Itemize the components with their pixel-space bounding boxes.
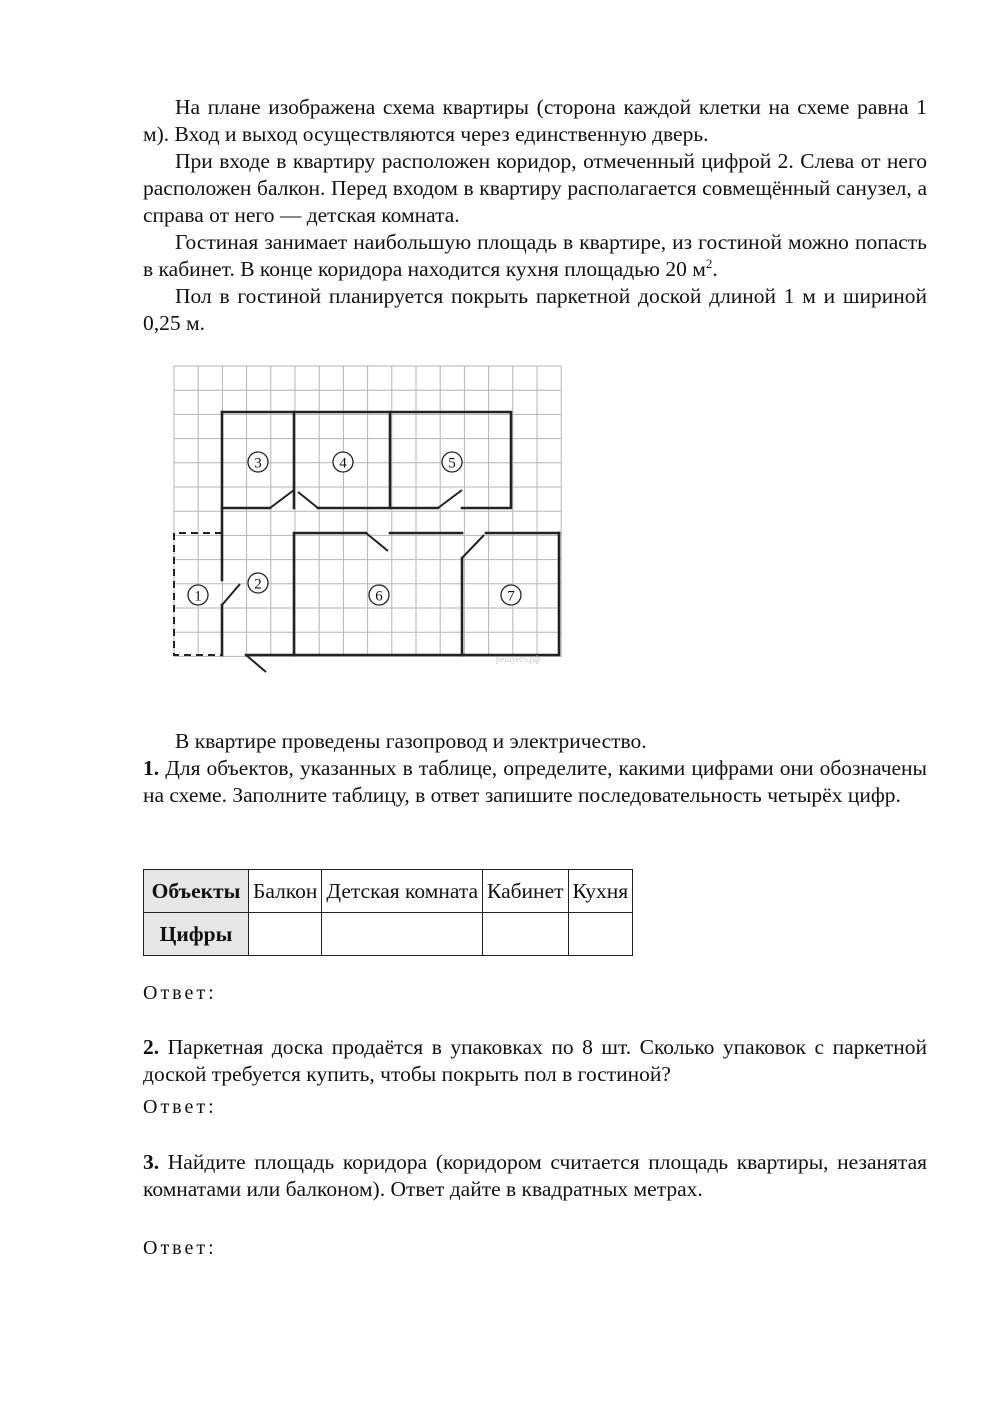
question-3-text: Найдите площадь коридора (коридором считается площадь квартиры, незанятая комнатами или балконом). Ответ дайте в квадратных метрах. — [143, 1150, 927, 1201]
intro-paragraph-2: При входе в квартиру расположен коридор, отмеченный цифрой 2. Слева от него расположен балкон. Перед входом в квартиру располагается совмещённый санузел, а справа от него — детская комната. — [143, 149, 927, 227]
apartment-plan-diagram — [170, 362, 570, 682]
digits-row — [144, 913, 633, 956]
wall-bottom-block — [294, 533, 366, 655]
plan-watermark: решуегэ.рф — [496, 654, 540, 664]
intro-paragraph-3-end: . — [712, 257, 718, 281]
door-3 — [270, 490, 294, 508]
door-4 — [298, 492, 318, 508]
room-labels — [188, 452, 521, 605]
svg-text:3: 3 — [254, 455, 262, 472]
room-label-5 — [442, 452, 462, 472]
column-study: Кабинет — [483, 870, 569, 913]
digits-header-cell: Цифры — [144, 913, 249, 956]
plan-grid — [174, 366, 561, 656]
question-2-text: Паркетная доска продаётся в упаковках по 8 шт. Сколько упаковок с паркетной доской требуется купить, чтобы покрыть пол в гостиной? — [143, 1035, 927, 1086]
question-3-number: 3. — [143, 1150, 160, 1174]
column-balcony: Балкон — [249, 870, 322, 913]
room-label-7 — [501, 585, 521, 605]
door-balcony — [222, 584, 240, 605]
digit-cell-study[interactable] — [483, 913, 569, 956]
question-1 — [143, 755, 927, 809]
svg-text:5: 5 — [448, 455, 456, 472]
door-7 — [462, 535, 484, 558]
room-label-3 — [248, 452, 268, 472]
question-2 — [143, 1034, 927, 1088]
column-kids-room: Детская комната — [322, 870, 483, 913]
room-label-2 — [248, 573, 268, 593]
room-label-6 — [369, 585, 389, 605]
intro-paragraph-4: Пол в гостиной планируется покрыть паркетной доской длиной 1 м и шириной 0,25 м. — [143, 284, 927, 335]
question-2-answer-label: Ответ: — [143, 1096, 217, 1118]
svg-text:4: 4 — [339, 455, 347, 472]
svg-text:7: 7 — [507, 588, 515, 605]
svg-text:1: 1 — [194, 588, 202, 605]
svg-text:6: 6 — [375, 588, 383, 605]
objects-row — [144, 870, 633, 913]
column-kitchen: Кухня — [568, 870, 633, 913]
question-3 — [143, 1149, 927, 1203]
digit-cell-balcony[interactable] — [249, 913, 322, 956]
digit-cell-kitchen[interactable] — [568, 913, 633, 956]
question-1-answer-label: Ответ: — [143, 982, 217, 1004]
question-1-text: Для объектов, указанных в таблице, определите, какими цифрами они обозначены на схеме. Заполните таблицу, в ответ запишите последовательность четырёх цифр. — [143, 756, 927, 807]
door-5 — [438, 490, 462, 508]
plan-walls — [222, 412, 559, 655]
intro-paragraph-1: На плане изображена схема квартиры (сторона каждой клетки на схеме равна 1 м). Вход и выход осуществляются через единственную дверь. — [143, 95, 927, 146]
question-3-answer-label: Ответ: — [143, 1237, 217, 1259]
svg-text:2: 2 — [254, 576, 262, 593]
question-1-number: 1. — [143, 756, 160, 780]
middle-paragraph: В квартире проведены газопровод и электричество. — [175, 729, 647, 753]
intro-paragraph-3-text: Гостиная занимает наибольшую площадь в квартире, из гостиной можно попасть в кабинет. В конце коридора находится кухня площадью 20 м — [143, 230, 927, 281]
digit-cell-kids-room[interactable] — [322, 913, 483, 956]
intro-paragraph-3 — [143, 229, 927, 283]
room-label-4 — [333, 452, 353, 472]
square-superscript: 2 — [705, 255, 713, 271]
question-2-number: 2. — [143, 1035, 160, 1059]
objects-header-cell: Объекты — [144, 870, 249, 913]
door-entrance — [246, 655, 266, 672]
room-label-1 — [188, 585, 208, 605]
objects-table — [143, 869, 633, 956]
